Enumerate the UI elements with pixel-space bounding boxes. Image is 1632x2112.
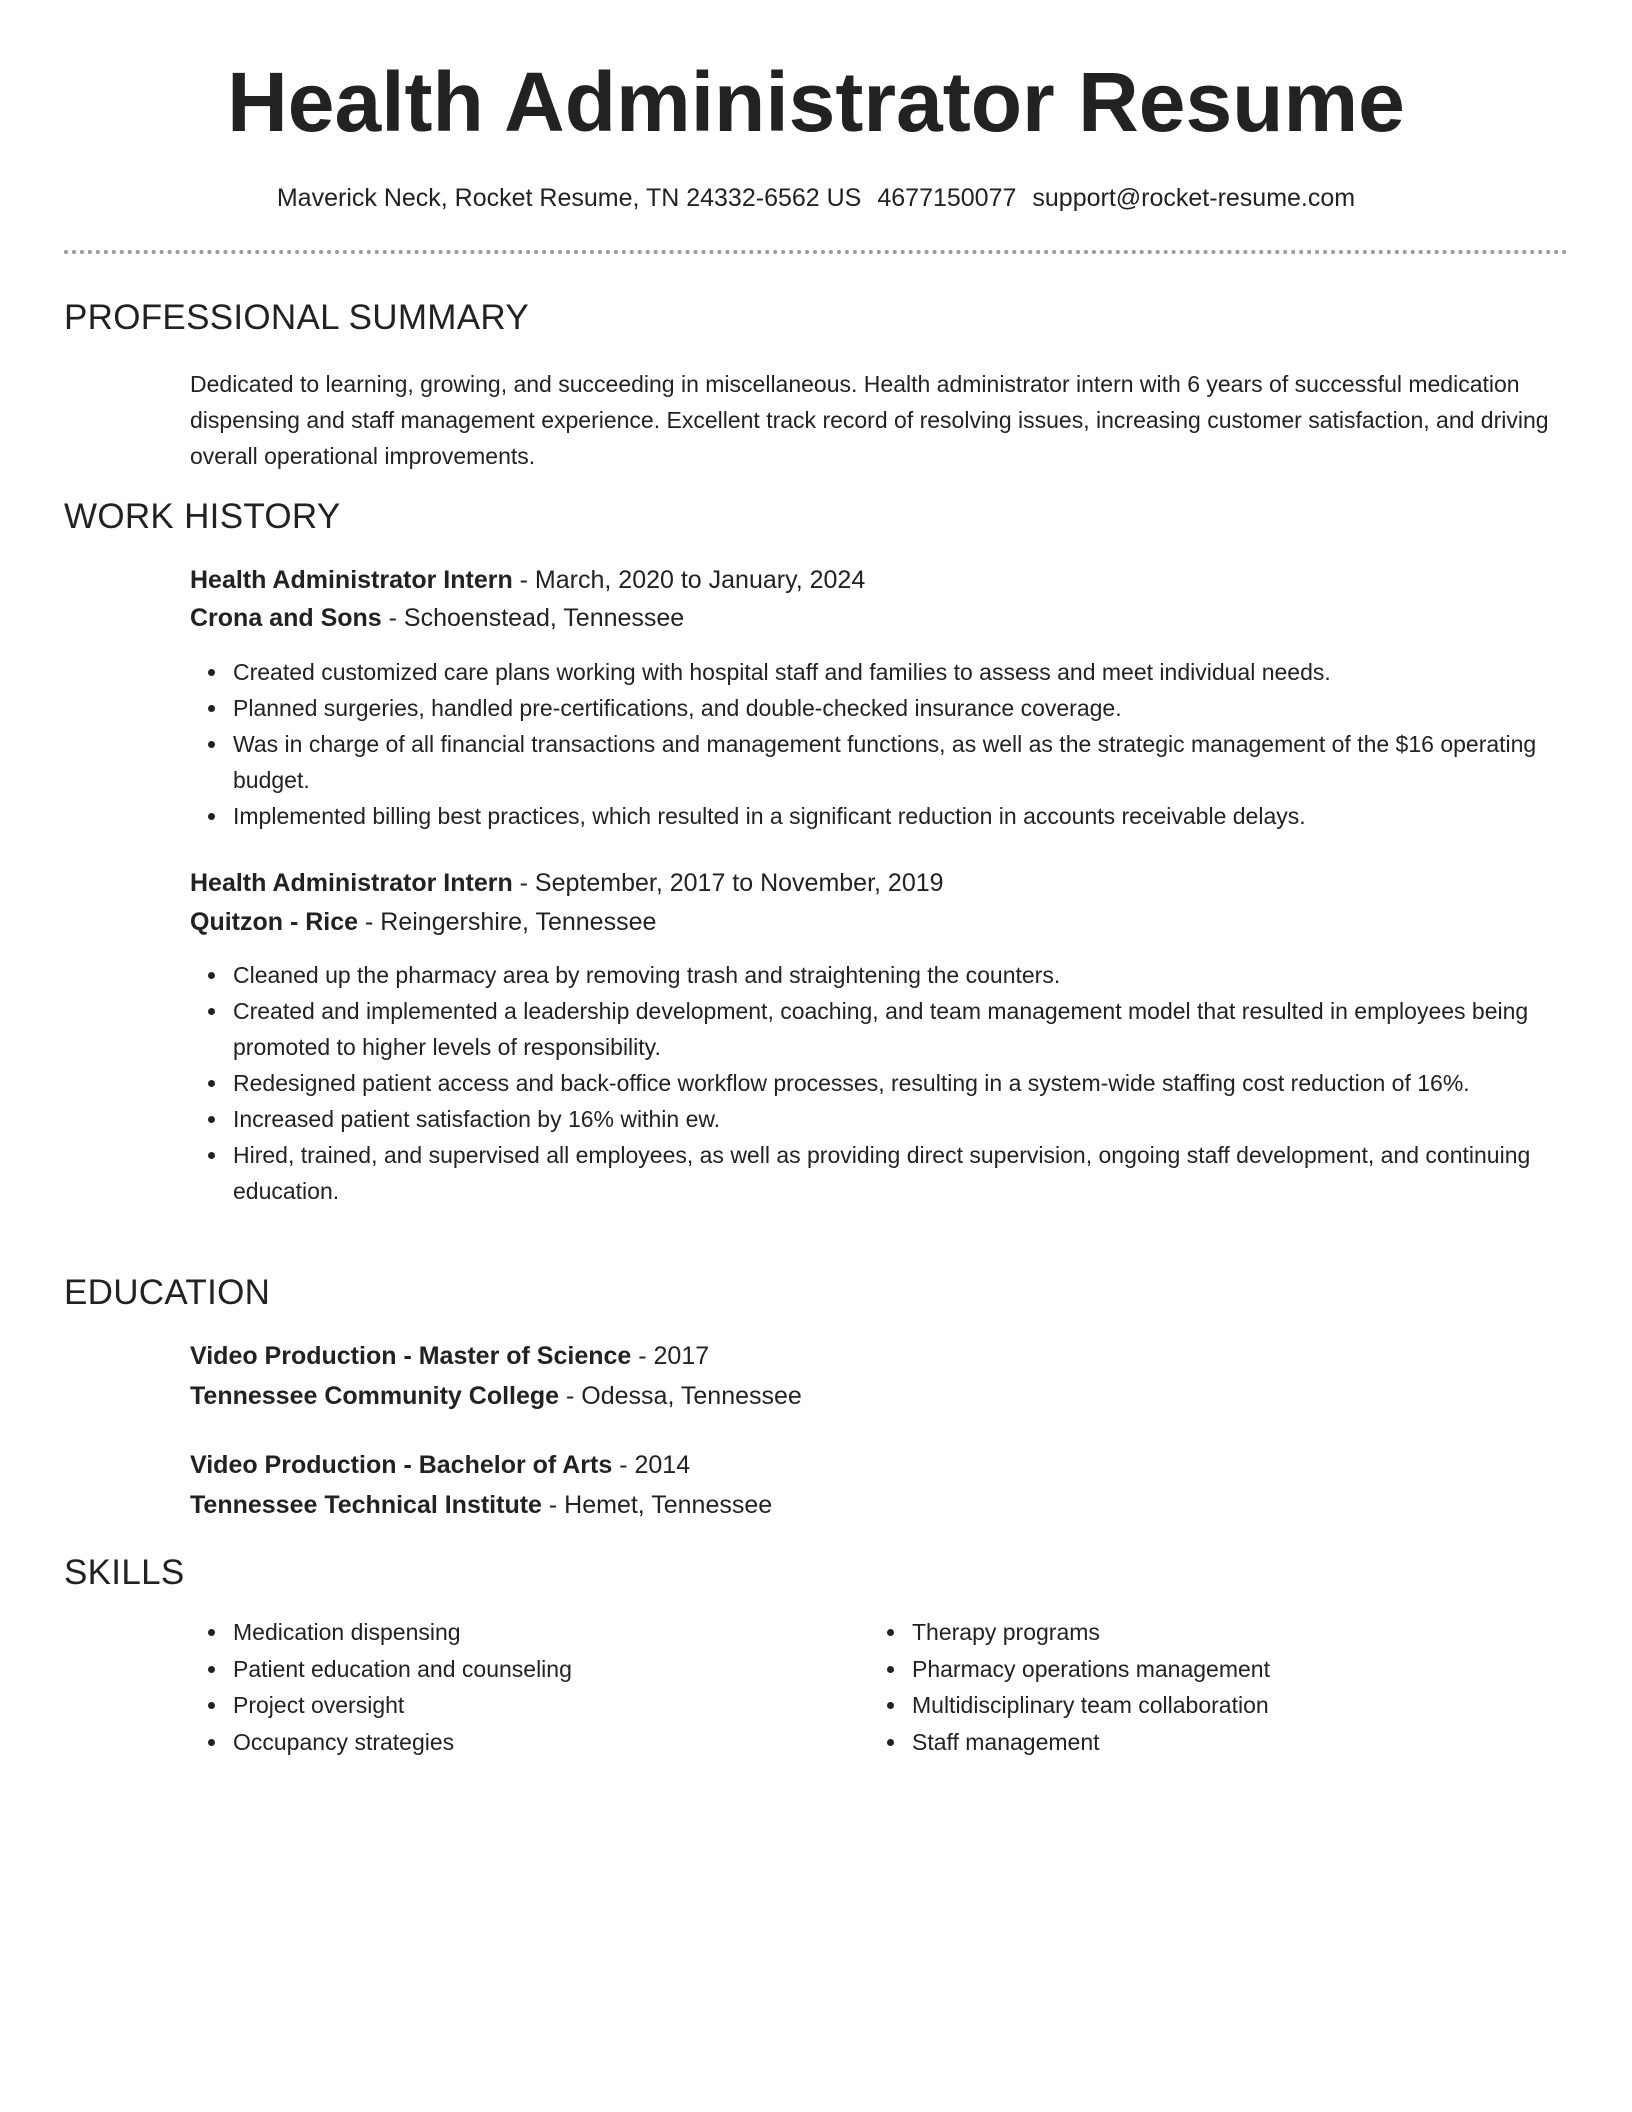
- list-item: Implemented billing best practices, which resulted in a significant reduction in accounts receivable delays.: [233, 798, 1613, 834]
- job-1-location: - Schoenstead, Tennessee: [381, 604, 685, 632]
- job-2-dates: - September, 2017 to November, 2019: [512, 869, 944, 897]
- contact-phone: 4677150077: [877, 184, 1017, 212]
- contact-address: Maverick Neck, Rocket Resume, TN 24332-6562 US: [276, 184, 862, 212]
- skill-item: Therapy programs: [912, 1614, 1592, 1651]
- resume-title: Health Administrator Resume: [227, 55, 1405, 149]
- education-2-year: - 2014: [612, 1451, 691, 1479]
- job-2-title: Health Administrator Intern: [190, 869, 513, 897]
- job-1-company-line: [190, 600, 684, 636]
- job-1-title: Health Administrator Intern: [190, 566, 513, 594]
- job-1-bullets: [190, 654, 1613, 834]
- job-2-title-line: [190, 865, 944, 901]
- skills-left-list: [190, 1614, 853, 1760]
- job-2-location: - Reingershire, Tennessee: [358, 908, 657, 936]
- education-1-degree: Video Production - Master of Science: [190, 1342, 632, 1370]
- education-1-degree-line: [190, 1338, 709, 1374]
- skill-item: Medication dispensing: [233, 1614, 853, 1651]
- education-2-school-line: [190, 1487, 772, 1523]
- list-item: Planned surgeries, handled pre-certifications, and double-checked insurance coverage.: [233, 690, 1613, 726]
- job-1-company: Crona and Sons: [190, 604, 382, 632]
- skill-item: Multidisciplinary team collaboration: [912, 1687, 1592, 1724]
- work-history-heading: WORK HISTORY: [64, 497, 341, 536]
- skills-right-list: [869, 1614, 1592, 1760]
- education-1-location: - Odessa, Tennessee: [559, 1382, 802, 1410]
- summary-heading: PROFESSIONAL SUMMARY: [64, 298, 529, 337]
- summary-text: Dedicated to learning, growing, and succeeding in miscellaneous. Health administrator intern with 6 years of successful medication dispensing and staff management experience. Excellent track record of resolving issues, increasing customer satisfaction, and driving overall operational improvements.: [190, 371, 1549, 469]
- education-1-school: Tennessee Community College: [190, 1382, 560, 1410]
- skill-item: Project oversight: [233, 1687, 853, 1724]
- education-2-school: Tennessee Technical Institute: [190, 1491, 542, 1519]
- education-2-degree: Video Production - Bachelor of Arts: [190, 1451, 613, 1479]
- list-item: Created and implemented a leadership development, coaching, and team management model that resulted in employees being promoted to higher levels of responsibility.: [233, 993, 1613, 1065]
- list-item: Hired, trained, and supervised all employees, as well as providing direct supervision, ongoing staff development, and continuing education.: [233, 1137, 1613, 1209]
- contact-email[interactable]: support@rocket-resume.com: [1032, 184, 1356, 212]
- list-item: Was in charge of all financial transactions and management functions, as well as the strategic management of the $16 operating budget.: [233, 726, 1613, 798]
- list-item: Increased patient satisfaction by 16% within ew.: [233, 1101, 1613, 1137]
- skill-item: Occupancy strategies: [233, 1724, 853, 1761]
- contact-line: [0, 180, 1632, 216]
- job-2-company: Quitzon - Rice: [190, 908, 359, 936]
- education-2-degree-line: [190, 1447, 690, 1483]
- education-1-school-line: [190, 1378, 802, 1414]
- skill-item: Patient education and counseling: [233, 1651, 853, 1688]
- skills-heading: SKILLS: [64, 1553, 185, 1592]
- job-2-bullets: [190, 957, 1613, 1209]
- skill-item: Staff management: [912, 1724, 1592, 1761]
- list-item: Redesigned patient access and back-office workflow processes, resulting in a system-wide staffing cost reduction of 16%.: [233, 1065, 1613, 1101]
- education-heading: EDUCATION: [64, 1273, 271, 1312]
- job-1-title-line: [190, 562, 865, 598]
- job-1-dates: - March, 2020 to January, 2024: [512, 566, 866, 594]
- education-2-location: - Hemet, Tennessee: [541, 1491, 773, 1519]
- list-item: Created customized care plans working with hospital staff and families to assess and meet individual needs.: [233, 654, 1613, 690]
- header-divider: [64, 250, 1568, 254]
- job-2-company-line: [190, 904, 656, 940]
- skill-item: Pharmacy operations management: [912, 1651, 1592, 1688]
- education-1-year: - 2017: [631, 1342, 710, 1370]
- list-item: Cleaned up the pharmacy area by removing trash and straightening the counters.: [233, 957, 1613, 993]
